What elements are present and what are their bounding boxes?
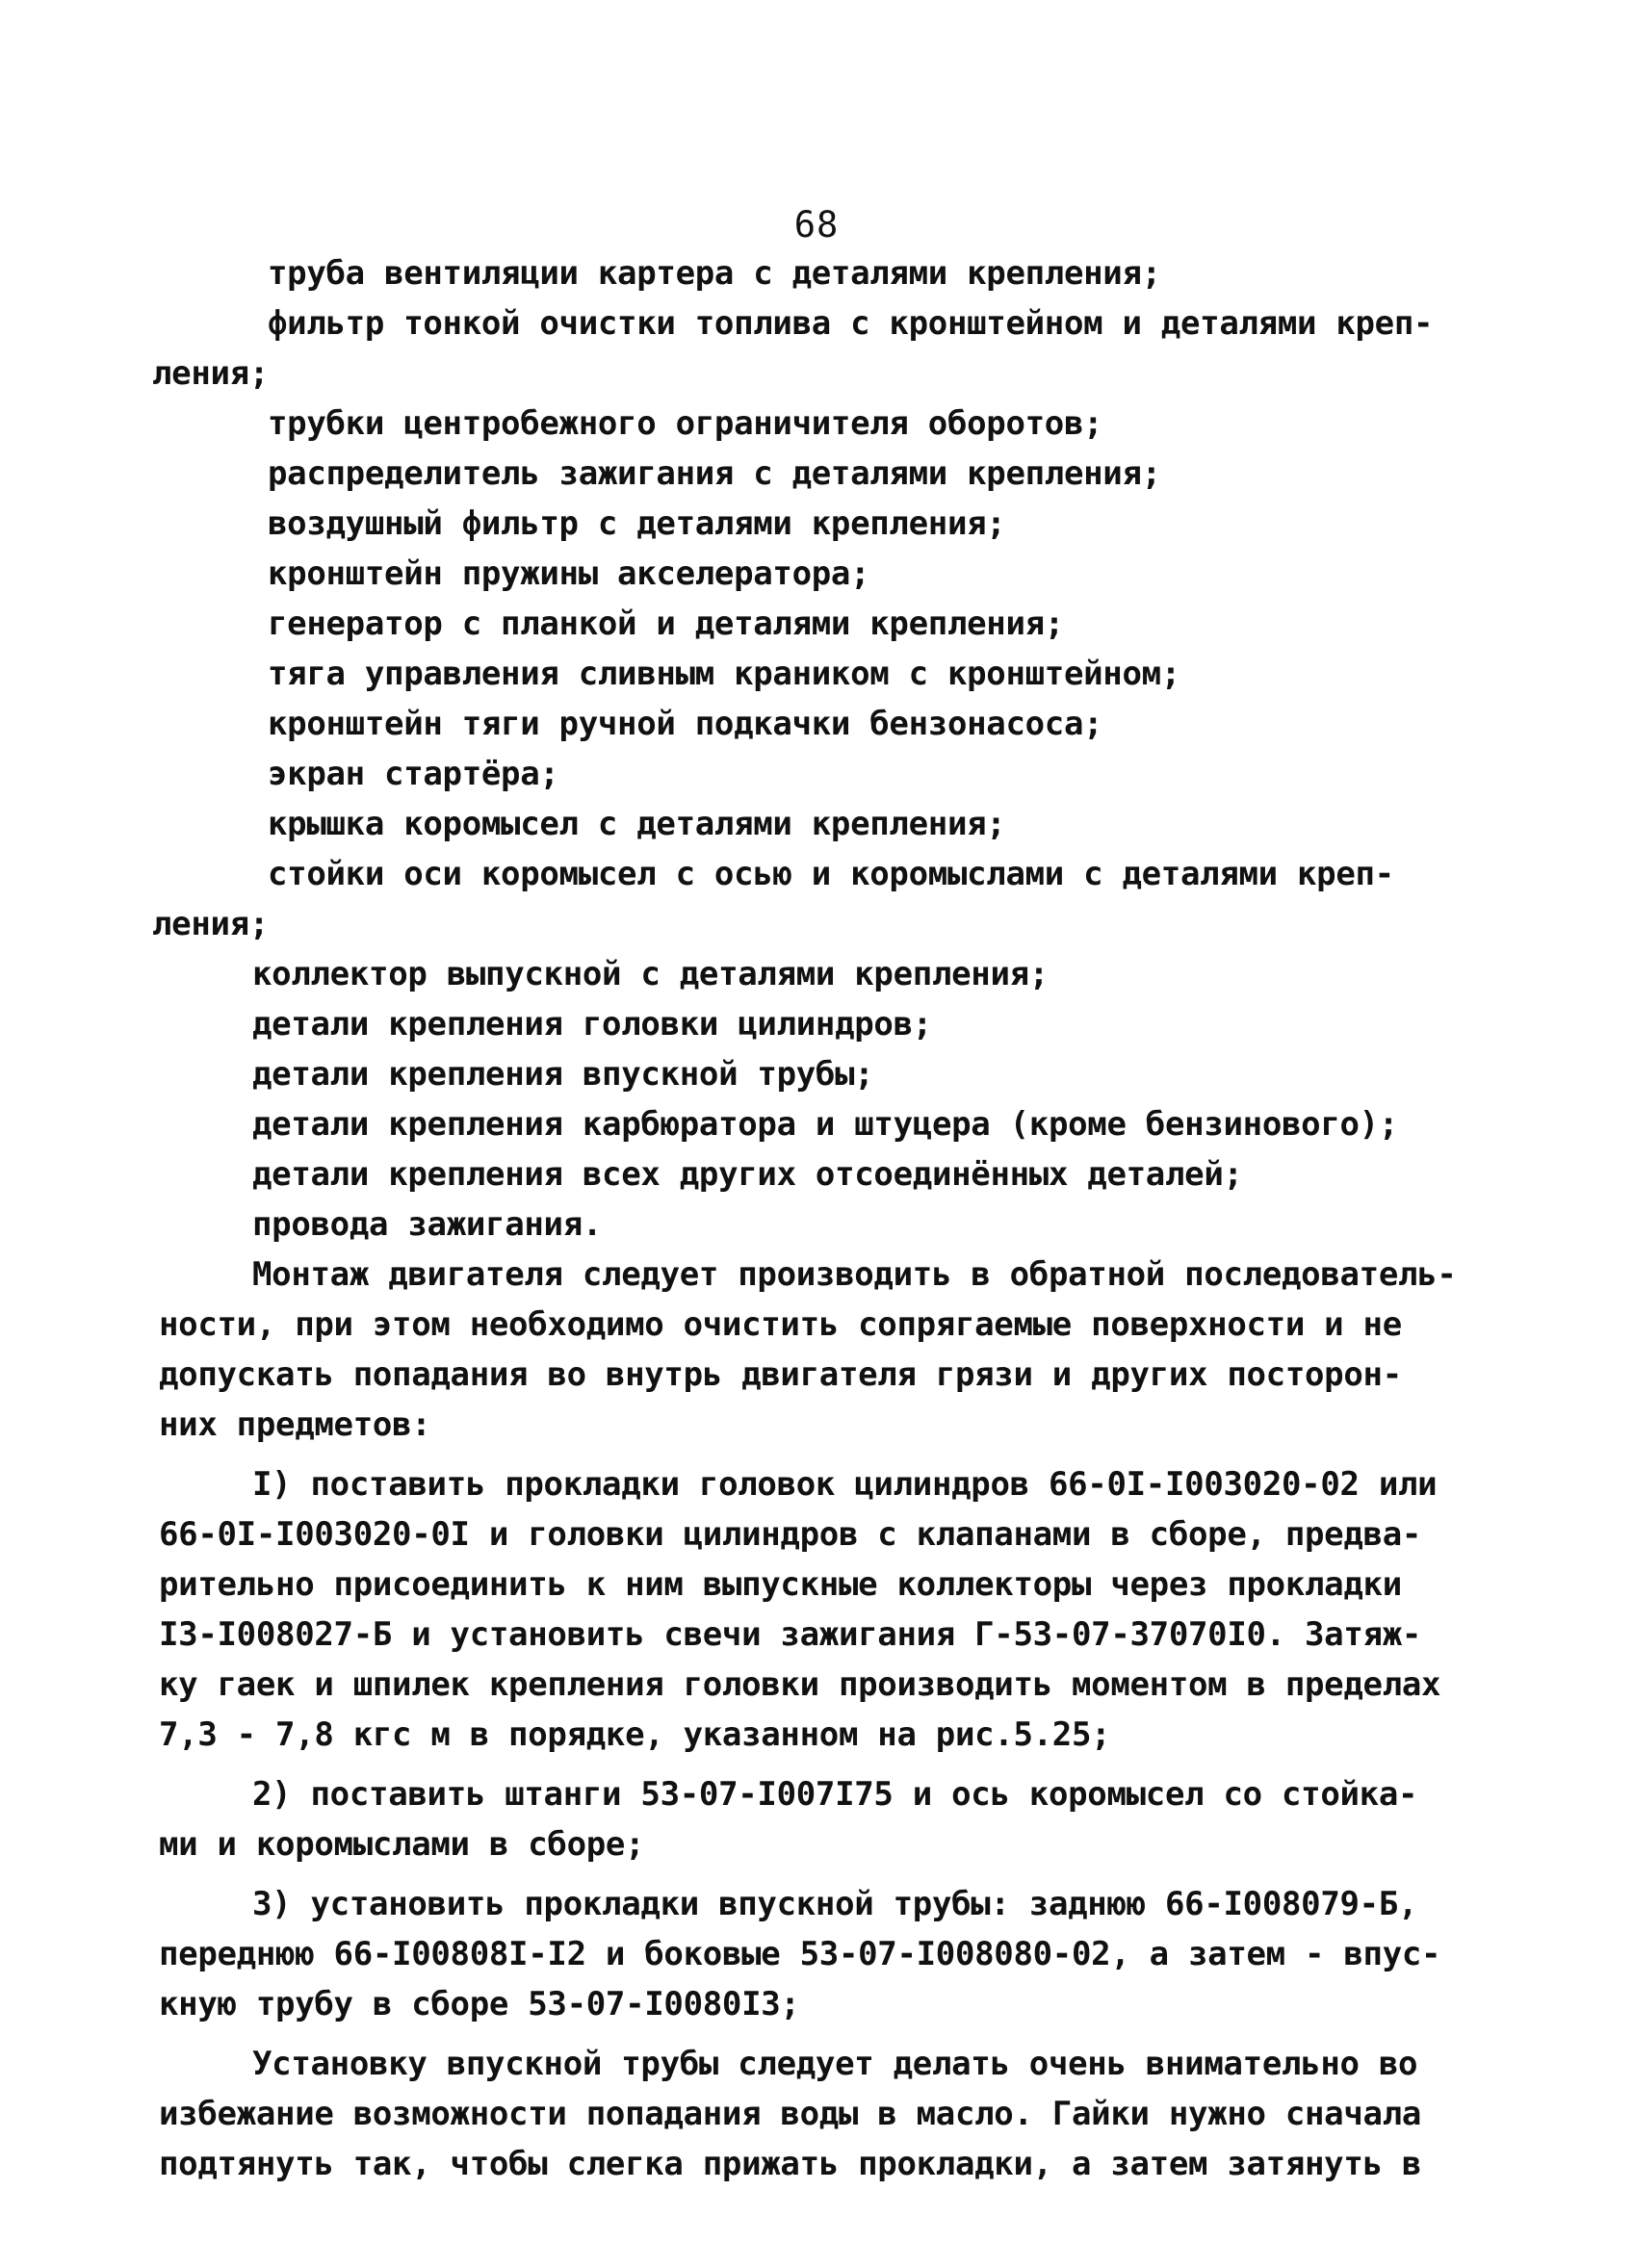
text-line: кную трубу в сборе 53-07-I0080I3; [159, 1985, 800, 2023]
text-line: допускать попадания во внутрь двигателя грязи и других посторон- [159, 1355, 1402, 1394]
text-line: ми и коромыслами в сборе; [159, 1825, 645, 1864]
text-line: ления; [152, 905, 270, 943]
text-line: ности, при этом необходимо очистить сопрягаемые поверхности и не [159, 1305, 1402, 1344]
text-line: крышка коромысел с деталями крепления; [268, 805, 1006, 843]
text-line: распределитель зажигания с деталями крепления; [268, 454, 1161, 493]
text-line: провода зажигания. [252, 1205, 603, 1244]
text-line: переднюю 66-I00808I-I2 и боковые 53-07-I008080-02, а затем - впус- [159, 1935, 1441, 1973]
text-line: стойки оси коромысел с осью и коромыслами с деталями креп- [268, 855, 1394, 893]
text-line: фильтр тонкой очистки топлива с кронштейном и деталями креп- [268, 304, 1434, 343]
text-line: рительно присоединить к ним выпускные коллекторы через прокладки [159, 1565, 1402, 1604]
text-line: коллектор выпускной с деталями крепления; [252, 955, 1049, 993]
text-line: I) поставить прокладки головок цилиндров 66-0I-I003020-02 или [252, 1465, 1438, 1504]
text-line: ления; [152, 354, 270, 393]
text-line: генератор с планкой и деталями крепления; [268, 605, 1064, 643]
text-line: детали крепления головки цилиндров; [252, 1005, 932, 1044]
text-line: труба вентиляции картера с деталями крепления; [268, 254, 1161, 293]
text-line: 2) поставить штанги 53-07-I007I75 и ось коромысел со стойка- [252, 1775, 1418, 1814]
text-line: 7,3 - 7,8 кгс м в порядке, указанном на рис.5.25; [159, 1715, 1111, 1754]
text-line: Монтаж двигателя следует производить в обратной последователь- [252, 1255, 1457, 1294]
text-line: тяга управления сливным краником с кронштейном; [268, 655, 1180, 693]
text-line: детали крепления впускной трубы; [252, 1055, 874, 1094]
text-line: подтянуть так, чтобы слегка прижать прокладки, а затем затянуть в [159, 2145, 1422, 2183]
text-line: детали крепления карбюратора и штуцера (кроме бензинового); [252, 1105, 1399, 1144]
text-line: I3-I008027-Б и установить свечи зажигания Г-53-07-37070I0. Затяж- [159, 1615, 1422, 1654]
text-line: избежание возможности попадания воды в масло. Гайки нужно сначала [159, 2095, 1422, 2133]
text-line: экран стартёра; [268, 755, 559, 793]
text-line: 66-0I-I003020-0I и головки цилиндров с клапанами в сборе, предва- [159, 1515, 1422, 1554]
text-line: детали крепления всех других отсоединённых деталей; [252, 1155, 1243, 1194]
text-line: ку гаек и шпилек крепления головки производить моментом в пределах [159, 1665, 1441, 1704]
text-line: кронштейн пружины акселератора; [268, 554, 870, 593]
text-line: воздушный фильтр с деталями крепления; [268, 504, 1006, 543]
text-line: трубки центробежного ограничителя оборотов; [268, 404, 1103, 443]
text-line: 3) установить прокладки впускной трубы: заднюю 66-I008079-Б, [252, 1885, 1418, 1923]
text-line: них предметов: [159, 1405, 431, 1444]
page-number: 68 [793, 204, 840, 245]
text-line: кронштейн тяги ручной подкачки бензонасоса; [268, 705, 1103, 743]
text-line: Установку впускной трубы следует делать очень внимательно во [252, 2045, 1418, 2083]
